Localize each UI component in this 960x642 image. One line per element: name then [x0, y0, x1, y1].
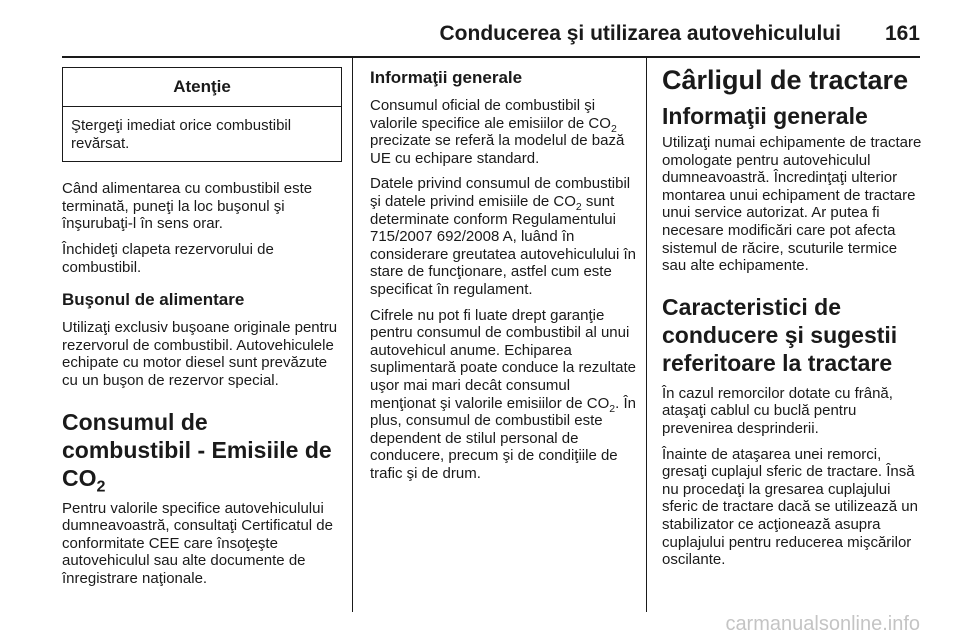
general-info-heading: Informaţii generale — [370, 68, 523, 87]
column-1 — [62, 60, 342, 596]
warning-text: Ştergeţi imediat orice combustibil revărsat. — [71, 117, 292, 152]
guarantee-paragraph: Cifrele nu pot fi luate drept garanţie pentru consumul de combustibil al unui autovehicul anume. Echiparea suplimentară poate conduce la rezultate uşor mai mari decât consumul menţionat şi valorile emisiilor de $CO_2$. În plus, consumul de combustibil este dependent de stilul personal de conducere, precum şi de condiţiile de trafic şi de drum. — [370, 306, 637, 482]
towbar-general-heading: Informaţii generale — [662, 103, 868, 129]
brake-cable-paragraph: În cazul remorcilor dotate cu frână, ataşaţi cablul cu buclă pentru prevenirea desprinderii. — [662, 384, 893, 437]
watermark: carmanualsonline.info — [725, 613, 920, 635]
column-2 — [370, 60, 636, 490]
close-flap-paragraph: Închideţi clapeta rezervorului de combustibil. — [62, 240, 274, 276]
grease-coupling-paragraph: Înainte de ataşarea unei remorci, gresaţi cuplajul sferic de tractare. Însă nu procedaţi la gresarea cuplajului sferic de tractare dacă se utilizează un stabilizator ce acţionează asupra cuplajului pentru reducerea mişcărilor oscilante. — [662, 445, 918, 569]
column-divider-1 — [352, 57, 353, 612]
header-rule — [62, 56, 920, 58]
column-3 — [662, 60, 924, 577]
warning-box — [62, 67, 342, 162]
fuel-cap-heading: Buşonul de alimentare — [62, 290, 245, 310]
official-consumption-paragraph: Consumul oficial de combustibil şi valorile specifice ale emisiilor de $CO_2$ precizate se referă la modelul de bază UE cu echipare standard. — [370, 97, 625, 167]
chapter-title: Conducerea şi utilizarea autovehiculului — [439, 22, 841, 45]
driving-tips-heading: Caracteristici de conducere şi sugestii referitoare la tractare — [662, 293, 898, 376]
page-number: 161 — [884, 22, 920, 45]
consumption-heading: Consumul de combustibil - Emisiile de $CO_2$ — [62, 408, 332, 496]
fuel-cap-paragraph: Utilizaţi exclusiv buşoane originale pentru rezervorul de combustibil. Autovehiculele echipate cu motor diesel sunt prevăzute cu un buşon de rezervor special. — [62, 319, 338, 389]
towbar-heading: Cârligul de tractare — [662, 65, 909, 95]
regulation-paragraph: Datele privind consumul de combustibil şi datele privind emisiile de $CO_2$ sunt determinate conform Regulamentului 715/2007 692/2008 A, luând în considerare greutatea autovehiculului în stare de funcţionare, astfel cum este specificat în regulament. — [370, 175, 637, 298]
warning-title: Atenţie — [63, 68, 341, 107]
page-header — [62, 22, 920, 52]
refuel-finish-paragraph: Când alimentarea cu combustibil este terminată, puneţi la loc buşonul şi înşurubaţi-l în sens orar. — [62, 180, 313, 233]
column-divider-2 — [646, 57, 647, 612]
consumption-paragraph: Pentru valorile specifice autovehiculului dumneavoastră, consultaţi Certificatul de conformitate CEE care însoţeşte autovehiculul sau alte documente de înregistrare naţionale. — [62, 499, 333, 587]
towbar-general-paragraph: Utilizaţi numai echipamente de tractare omologate pentru autovehiculul dumneavoastră. Încredinţaţi ulterior montarea unui echipament de tractare unui service autorizat. Ar putea fi necesare modificări care pot afecta sistemul de răcire, scuturile termice sau alte echipamente. — [662, 134, 922, 275]
